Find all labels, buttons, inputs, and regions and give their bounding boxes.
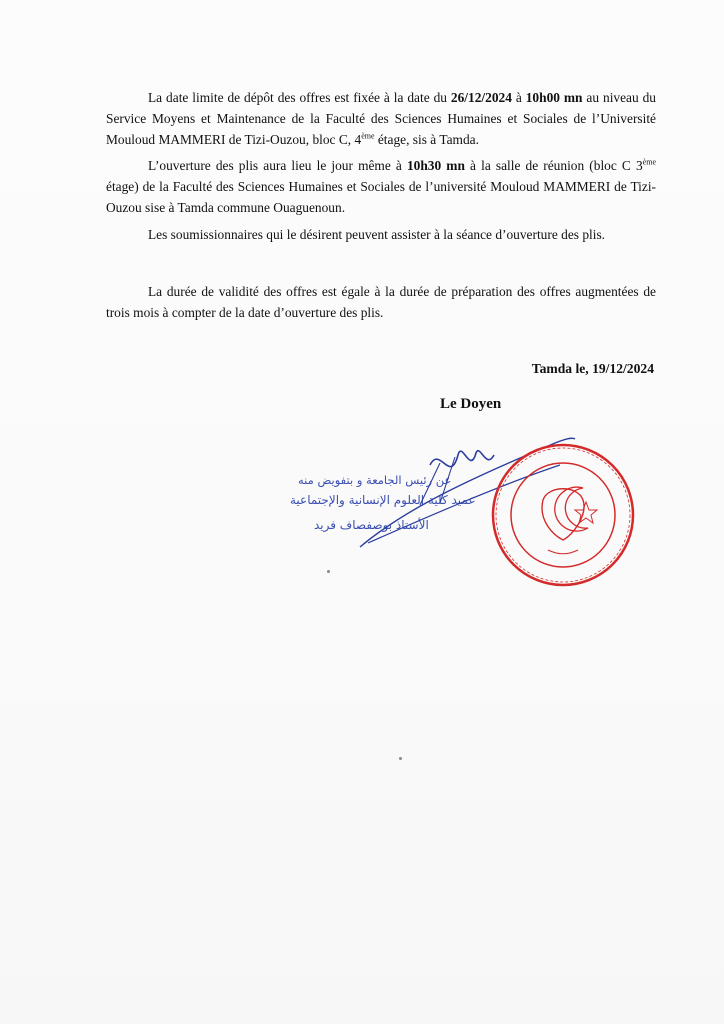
deadline-text-1: La date limite de dépôt des offres est fixée à la date du <box>148 90 451 105</box>
paragraph-deadline <box>106 87 656 150</box>
deadline-date: 26/12/2024 <box>450 90 512 105</box>
paragraph-attendance <box>106 224 656 245</box>
validity-text: La durée de validité des offres est égale à la durée de préparation des offres augmentées de trois mois à compter de la date d’ouverture des plis. <box>106 284 656 320</box>
signatory-title: Le Doyen <box>440 396 502 412</box>
deadline-text-3: au niveau du Service Moyens et Maintenance de la Faculté des Sciences Humaines et Sociales de l’Université Mouloud MAMMERI de Tizi-Ouzou, bloc C, 4 <box>106 90 657 147</box>
paper-speck <box>399 757 402 760</box>
paragraph-validity <box>106 281 656 323</box>
opening-text-1: L’ouverture des plis aura lieu le jour même à <box>148 158 407 173</box>
place-and-date: Tamda le, 19/12/2024 <box>531 361 654 376</box>
opening-text-2: à la salle de réunion (bloc C 3 <box>464 158 643 173</box>
opening-time: 10h30 mn <box>406 158 465 173</box>
deadline-text-4: étage, sis à Tamda. <box>374 132 479 147</box>
stamp-line-3: الأستاذ بوصفصاف فريد <box>314 518 429 532</box>
opening-text-3: étage) de la Faculté des Sciences Humaines et Sociales de l’université Mouloud MAMMERI de Tizi-Ouzou sise à Tamda commune Ouaguenoun. <box>106 179 656 215</box>
seal-text: جامعة مولود معمري تيزي وزو - كلية العلوم الإنسانية والإجتماعية <box>563 515 589 516</box>
deadline-time: 10h00 mn <box>525 90 583 105</box>
stamp-line-1: عن رئيس الجامعة و بتفويض منه <box>298 473 452 487</box>
signature-stamp-block <box>290 425 640 600</box>
paper-speck <box>327 570 330 573</box>
stamp-line-2: عميد كلية العلوم الإنسانية والإجتماعية <box>290 493 476 507</box>
paragraph-opening <box>106 155 656 218</box>
deadline-text-2: à <box>511 90 526 105</box>
floor-superscript: ème <box>642 157 656 167</box>
official-seal <box>488 440 638 590</box>
attendance-text: Les soumissionnaires qui le désirent peuvent assister à la séance d’ouverture des plis. <box>148 227 606 242</box>
floor-superscript: ème <box>361 131 375 141</box>
